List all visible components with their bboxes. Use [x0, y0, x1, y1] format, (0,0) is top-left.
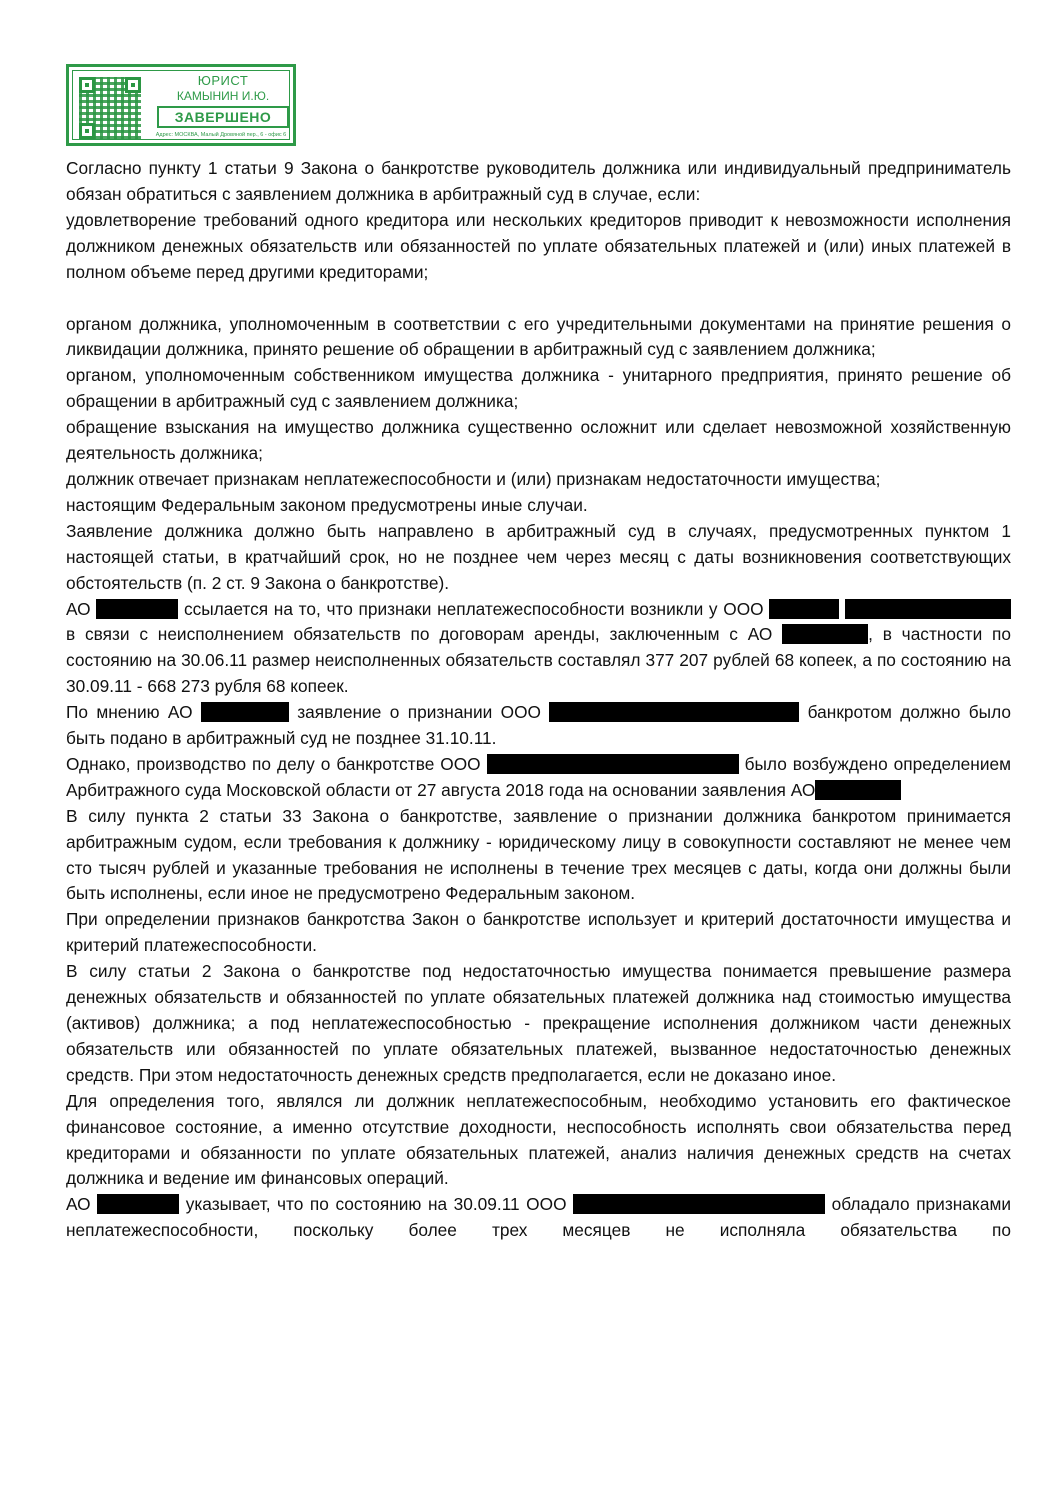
paragraph [66, 700, 1011, 752]
paragraph-spacer [66, 286, 1011, 312]
redaction-bar [97, 1194, 179, 1214]
stamp-title: ЮРИСТ [197, 73, 249, 88]
paragraph: органом, уполномоченным собственником имущества должника - унитарного предприятия, принято решение об обращении в арбитражный суд с заявлением должника; [66, 365, 1011, 412]
redaction-bar [96, 599, 178, 619]
stamp-status-badge: ЗАВЕРШЕНО [157, 106, 289, 128]
stamp-address: Адрес: МОСКВА, Малый Дровяной пер., 6 - офис 6 [155, 132, 287, 138]
qr-finder-pattern [79, 77, 95, 93]
paragraph: В силу пункта 2 статьи 33 Закона о банкротстве, заявление о признании должника банкротом принимается арбитражным судом, если требования к должнику - юридическому лицу в совокупности составляют не менее чем сто тысяч рублей и указанные требования не исполнены в течение трех месяцев с даты, когда они должны были быть исполнены, если иное не предусмотрено Федеральным законом. [66, 805, 1011, 904]
redaction-bar [815, 780, 901, 800]
text-fragment: было возбуждено определением Арбитражного суда Московской области от 27 августа 2018 года на основании заявления АО [66, 753, 1011, 800]
redaction-bar [573, 1194, 825, 1214]
qr-finder-pattern [79, 123, 95, 139]
redaction-bar [845, 599, 1011, 619]
paragraph [66, 597, 1011, 701]
paragraph: должник отвечает признакам неплатежеспособности и (или) признакам недостаточности имущества; [66, 468, 881, 489]
document-body [66, 156, 1011, 1244]
text-fragment: банкротом должно было быть подано в арбитражный суд не позднее 31.10.11. [66, 702, 1011, 749]
paragraph: обращение взыскания на имущество должника существенно осложнит или сделает невозможной хозяйственную деятельность должника; [66, 417, 1011, 464]
paragraph: Заявление должника должно быть направлено в арбитражный суд в случаях, предусмотренных пунктом 1 настоящей статьи, в кратчайший срок, но не позднее чем через месяц с даты возникновения соответствующих обстоятельств (п. 2 ст. 9 Закона о банкротстве). [66, 520, 1011, 593]
text-fragment: обладало признаками неплатежеспособности, поскольку более трех месяцев не исполняла обязательства по [66, 1194, 1011, 1241]
text-fragment: , в частности по состоянию на 30.06.11 размер неисполненных обязательств составлял 377 207 рублей 68 копеек, а по состоянию на 30.09.11 - 668 273 рубля 68 копеек. [66, 624, 1011, 697]
redaction-bar [201, 702, 289, 722]
text-fragment: заявление о признании ООО [297, 702, 541, 723]
text-fragment: По мнению АО [66, 702, 193, 723]
paragraph: При определении признаков банкротства Закон о банкротстве использует и критерий достаточности имущества и критерий платежеспособности. [66, 909, 1011, 956]
stamp-inner-border [72, 70, 290, 140]
text-fragment: ссылается на то, что признаки неплатежеспособности возникли у ООО [183, 598, 764, 619]
redaction-bar [769, 599, 839, 619]
text-fragment: в связи с неисполнением обязательств по договорам аренды, заключенным с АО [66, 624, 773, 645]
qr-code-icon [79, 77, 141, 139]
text-fragment: АО [66, 598, 91, 619]
redaction-bar [487, 754, 739, 774]
paragraph [66, 1192, 1011, 1244]
paragraph: настоящим Федеральным законом предусмотрены иные случаи. [66, 494, 588, 515]
redaction-bar [549, 702, 799, 722]
paragraph: В силу статьи 2 Закона о банкротстве под недостаточностью имущества понимается превышение размера денежных обязательств и обязанностей по уплате обязательных платежей должника над стоимостью имущества (активов) должника; а под неплатежеспособностью - прекращение исполнения должником части денежных обязательств или обязанностей по уплате обязательных платежей, вызванное недостаточностью денежных средств. При этом недостаточность денежных средств предполагается, если не доказано иное. [66, 961, 1011, 1085]
paragraph: Для определения того, являлся ли должник неплатежеспособным, необходимо установить его фактическое финансовое состояние, а именно отсутствие доходности, неспособность исполнять свои обязательства перед кредиторами и обязанности по уплате обязательных платежей, анализ наличия денежных средств на счетах должника и ведение им финансовых операций. [66, 1090, 1011, 1189]
completion-stamp [66, 64, 296, 146]
text-fragment: указывает, что по состоянию на 30.09.11 ООО [185, 1194, 567, 1215]
redaction-bar [782, 624, 868, 644]
paragraph [66, 752, 1011, 804]
stamp-name: КАМЫНИН И.Ю. [176, 89, 270, 103]
qr-finder-pattern [125, 77, 141, 93]
text-fragment: АО [66, 1194, 91, 1215]
paragraph: удовлетворение требований одного кредитора или нескольких кредиторов приводит к невозможности исполнения должником денежных обязательств или обязанностей по уплате обязательных платежей и (или) иных платежей в полном объеме перед другими кредиторами; [66, 209, 1011, 282]
text-fragment: Однако, производство по делу о банкротстве ООО [66, 753, 481, 774]
paragraph: Согласно пункту 1 статьи 9 Закона о банкротстве руководитель должника или индивидуальный предприниматель обязан обратиться с заявлением должника в арбитражный суд в случае, если: [66, 158, 1011, 204]
paragraph: органом должника, уполномоченным в соответствии с его учредительными документами на принятие решения о ликвидации должника, принято решение об обращении в арбитражный суд с заявлением должника; [66, 313, 1011, 360]
